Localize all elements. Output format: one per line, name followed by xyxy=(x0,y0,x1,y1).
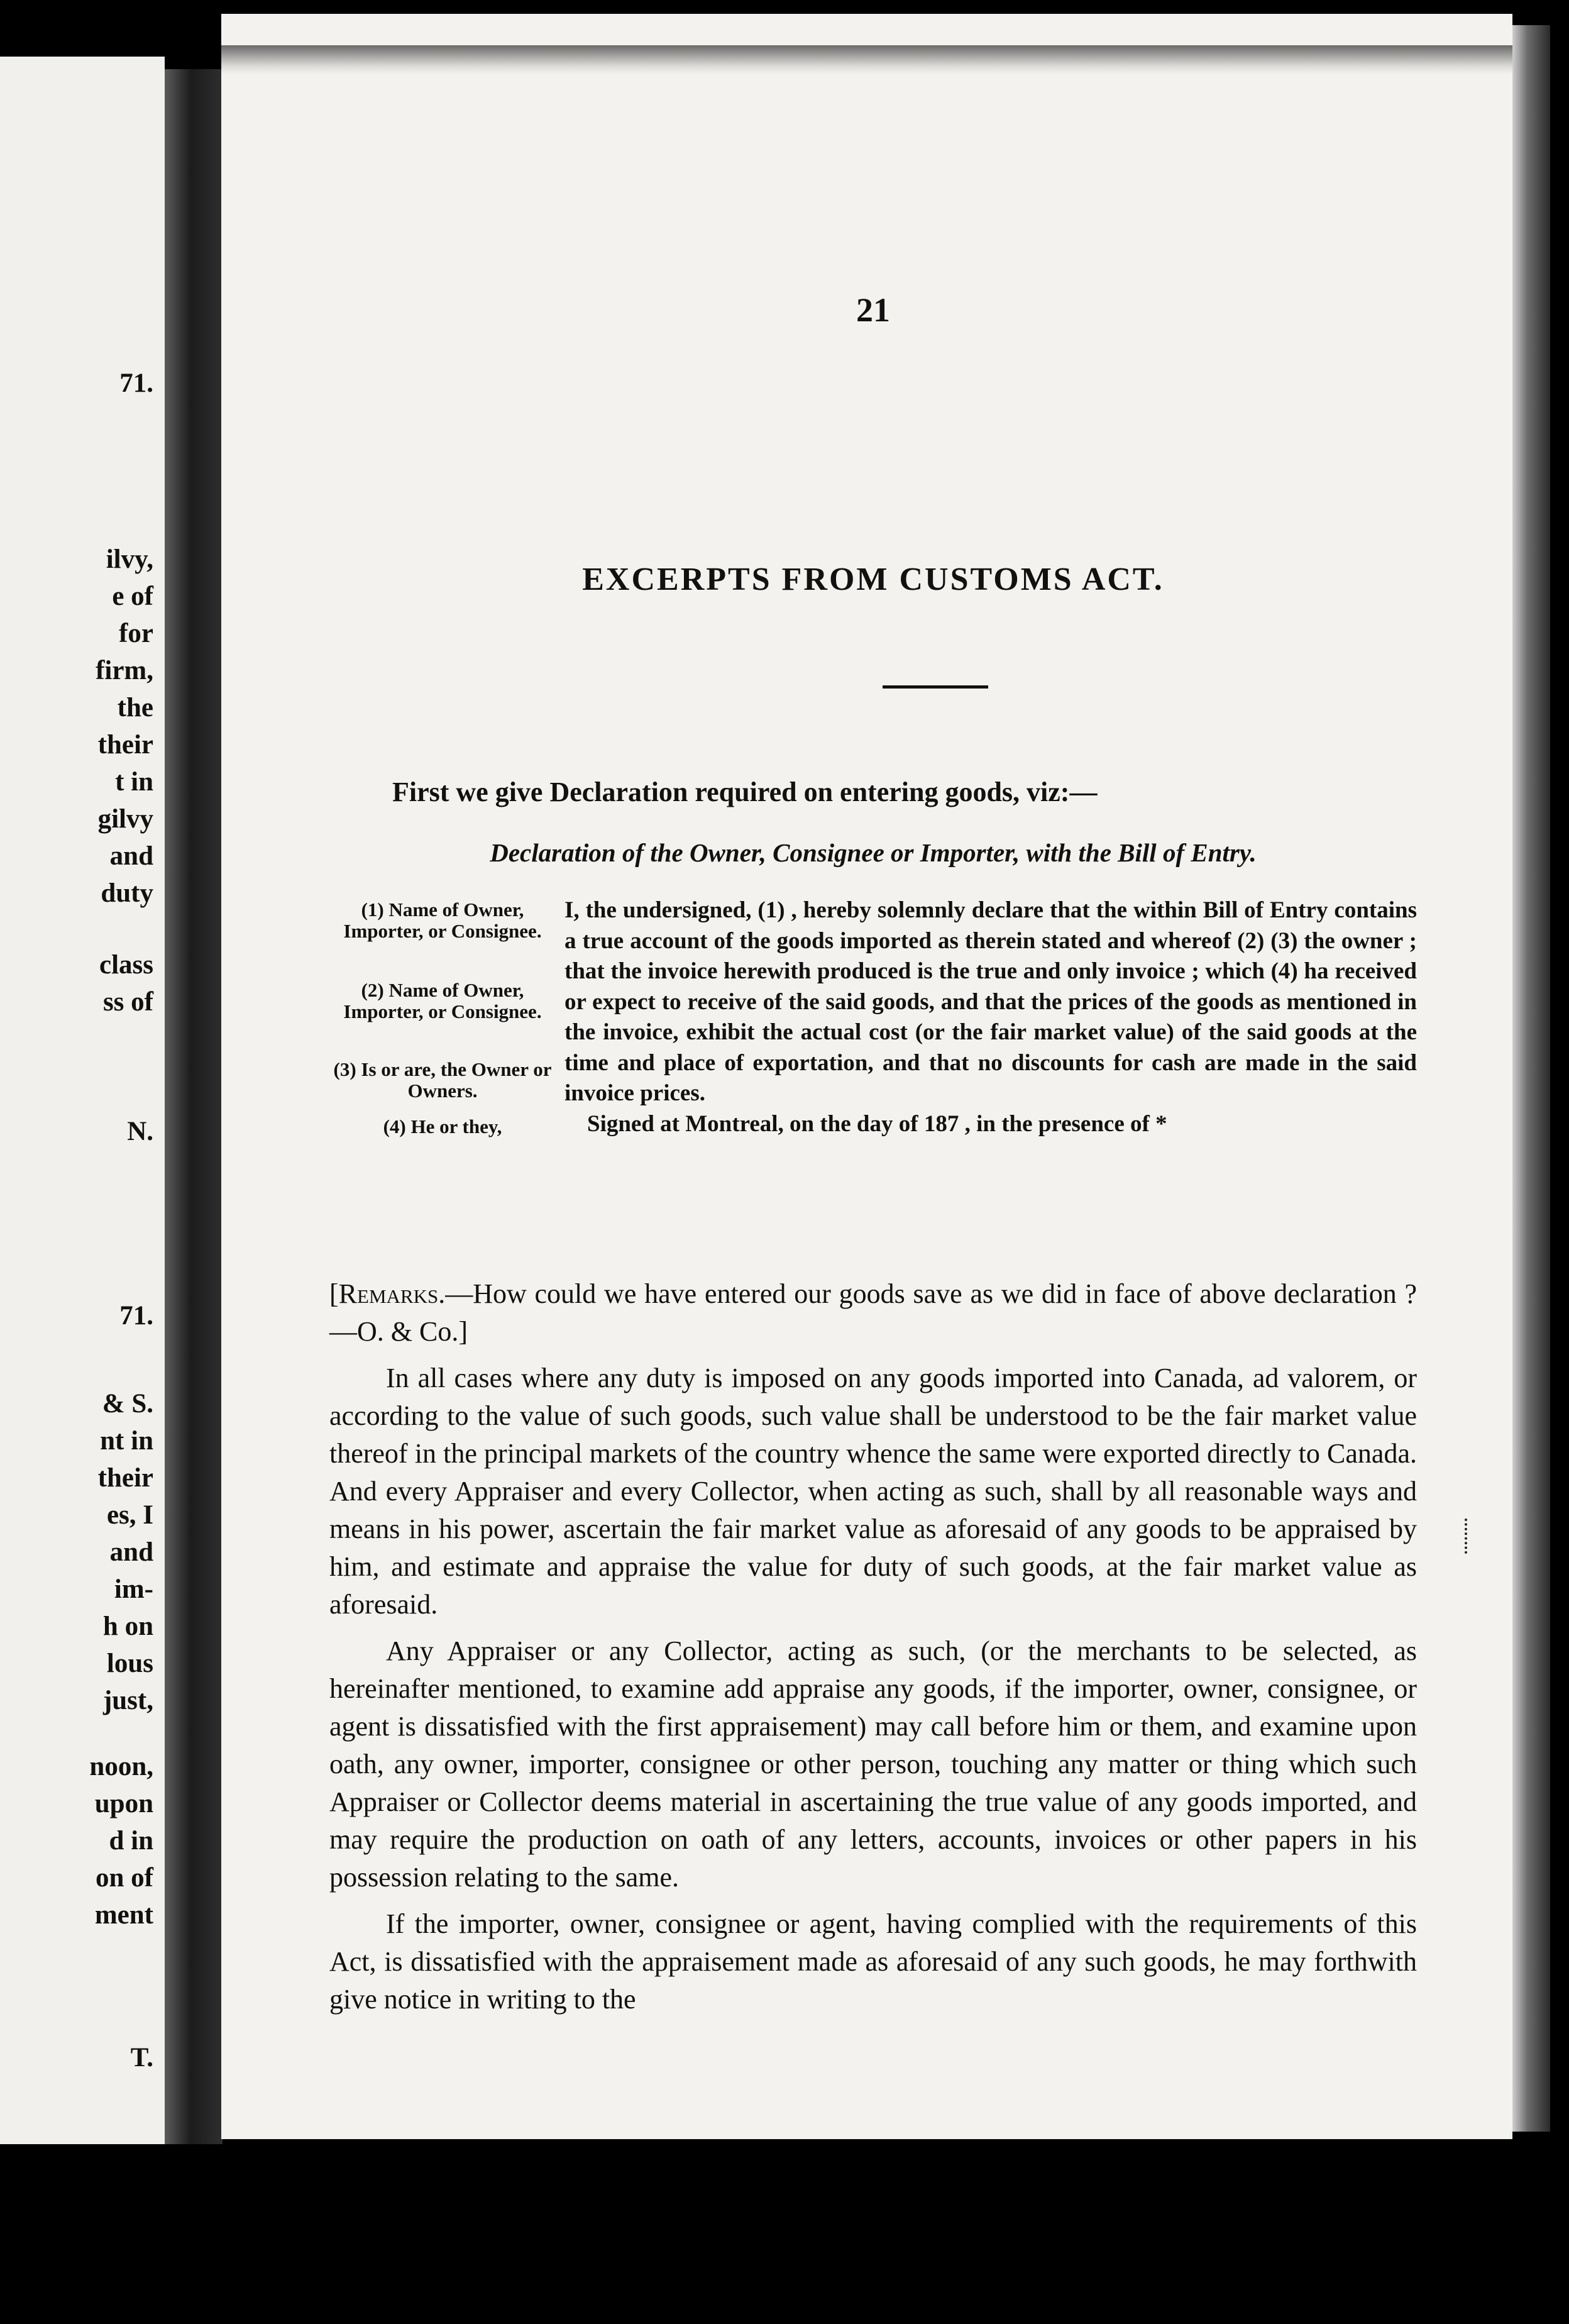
margin-note: (3) Is or are, the Owner or Owners. xyxy=(333,1058,552,1102)
left-fragment: nt in xyxy=(100,1426,153,1456)
left-fragment: ment xyxy=(94,1900,153,1930)
declaration-form xyxy=(564,895,1417,1139)
left-fragment: t in xyxy=(115,767,153,797)
left-fragment: for xyxy=(119,619,153,648)
left-fragment: the xyxy=(117,693,153,722)
left-fragment: and xyxy=(109,1537,153,1567)
remarks-label: Remarks. xyxy=(338,1278,446,1309)
remarks-paragraph: [Remarks.—How could we have entered our goods save as we did in face of above declaration ?—O. & Co.] xyxy=(329,1278,1417,1347)
left-fragment: h on xyxy=(102,1612,153,1641)
margin-mark xyxy=(1465,1519,1472,1554)
body-text xyxy=(329,1275,1417,2027)
left-fragment: lous xyxy=(106,1649,153,1678)
intro-line: First we give Declaration required on entering goods, viz:— xyxy=(392,777,1098,807)
body-paragraph: Any Appraiser or any Collector, acting as such, (or the merchants to be selected, as hereinafter mentioned, to examine add appraise any goods, if the importer, owner, consignee, or agent is dissatisfied with the first appraisement) may call before him or them, and examine upon oath, any owner, importer, consignee or other person, touching any matter or thing which such Appraiser or Collector deems material in ascertaining the true value of any goods imported, and may require the production on oath of any letters, accounts, invoices or other papers in his possession relating to the same. xyxy=(329,1635,1417,1893)
left-fragment: im- xyxy=(114,1574,153,1604)
left-fragment: class xyxy=(99,950,153,980)
page-title: EXCERPTS FROM CUSTOMS ACT. xyxy=(582,562,1164,597)
left-fragment: 71. xyxy=(119,1301,153,1331)
left-fragment: T. xyxy=(130,2043,153,2072)
left-fragment: N. xyxy=(127,1117,153,1146)
left-fragment: ilvy, xyxy=(106,545,153,574)
left-fragment: & S. xyxy=(102,1389,153,1419)
declaration-text: I, the undersigned, (1) , hereby solemnly declare that the within Bill of Entry contains a true account of the goods imported as therein stated and whereof (2) (3) the owner ; that the invoice herewith produced is the true and only invoice ; which (4) ha received or expect to receive of the said goods, and that the prices of the goods as mentioned in the invoice, exhibit the actual cost (or the fair market value) of the said goods at the time and place of exportation, and that no discounts for cash are made in the said invoice prices. xyxy=(564,897,1417,1106)
left-fragment: noon, xyxy=(89,1752,153,1781)
margin-note: (1) Name of Owner, Importer, or Consignee. xyxy=(343,899,542,942)
left-fragment: duty xyxy=(101,878,153,908)
left-fragment: d in xyxy=(109,1826,153,1856)
body-paragraph: In all cases where any duty is imposed on any goods imported into Canada, ad valorem, or according to the value of such goods, such value shall be understood to be the fair market value thereof in the principal markets of the country whence the same were exported directly to Canada. And every Appraiser and every Collector, when acting as such, shall by all reasonable ways and means in his power, ascertain the fair market value as aforesaid of any goods to be appraised by him, and estimate and appraise the value for duty of such goods, at the fair market value as aforesaid. xyxy=(329,1363,1417,1620)
left-fragment: gilvy xyxy=(97,804,153,834)
left-page-fragment xyxy=(0,57,165,2144)
left-fragment: on of xyxy=(96,1863,153,1893)
page-top-shadow xyxy=(221,45,1512,74)
left-fragment: upon xyxy=(94,1789,153,1818)
left-fragment: e of xyxy=(112,582,153,611)
page-edge xyxy=(1512,25,1550,2132)
book-gutter xyxy=(165,69,223,2144)
remarks-text: —How could we have entered our goods save as we did in face of above declaration ?—O. & Co.] xyxy=(329,1278,1417,1347)
left-fragment: and xyxy=(109,841,153,871)
body-paragraph: If the importer, owner, consignee or agent, having complied with the requirements of this Act, is dissatisfied with the appraisement made as aforesaid of any such goods, he may forthwith give notice in writing to the xyxy=(329,1908,1417,2015)
left-fragment: es, I xyxy=(106,1500,153,1530)
left-fragment: ss of xyxy=(102,987,153,1017)
signed-line: Signed at Montreal, on the day of 187 , in the presence of * xyxy=(587,1110,1167,1137)
left-fragment: their xyxy=(97,730,153,760)
margin-note: (4) He or they, xyxy=(383,1115,502,1137)
margin-note: (2) Name of Owner, Importer, or Consignee. xyxy=(343,979,542,1022)
left-fragment: 71. xyxy=(119,368,153,398)
page-number: 21 xyxy=(856,291,890,329)
declaration-heading: Declaration of the Owner, Consignee or Importer, with the Bill of Entry. xyxy=(490,838,1257,867)
title-rule xyxy=(883,685,988,689)
left-fragment: firm, xyxy=(96,656,153,685)
left-fragment: their xyxy=(97,1463,153,1493)
left-fragment: just, xyxy=(102,1686,153,1715)
main-page xyxy=(221,14,1512,2139)
